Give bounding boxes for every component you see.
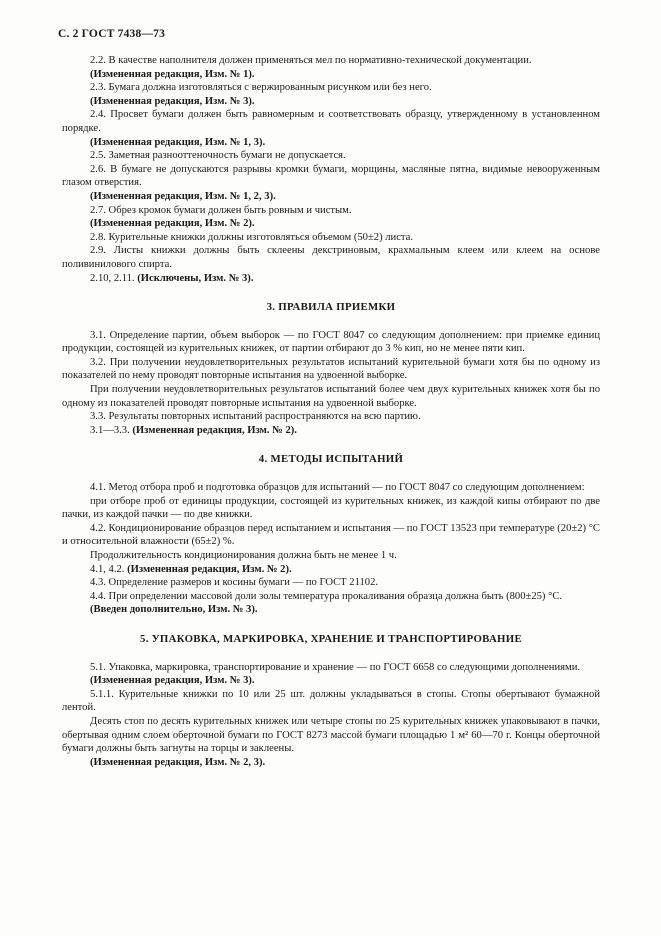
paragraph: 2.3. Бумага должна изготовляться с вержированным рисунком или без него. bbox=[90, 82, 432, 94]
clause-numbers: 2.10, 2.11. bbox=[90, 272, 138, 284]
paragraph: 2.2. В качестве наполнителя должен применяться мел по нормативно-технической документации. bbox=[90, 55, 532, 66]
amendment-note: (Измененная редакция, Изм. № 1, 3). bbox=[90, 136, 266, 148]
paragraph: 3.2. При получении неудовлетворительных результатов испытаний курительной бумаги хотя бы по одному из показателей по нему проводят повторные испытания на удвоенной выборке. bbox=[62, 356, 600, 382]
clause-numbers: 4.1, 4.2. bbox=[90, 563, 128, 575]
amendment-note: (Введен дополнительно, Изм. № 3). bbox=[90, 604, 258, 616]
paragraph: 3.1. Определение партии, объем выборок — по ГОСТ 8047 со следующим дополнением: при приемке единиц продукции, состоящей из курительных книжек, от партии отбирают до 3 % кип, но не менее пяти кип. bbox=[62, 329, 600, 355]
paragraph: 4.4. При определении массовой доли золы температура прокаливания образца должна быть (800±25) °С. bbox=[90, 590, 563, 602]
paragraph: при отборе проб от единицы продукции, состоящей из курительных книжек, из каждой кипы отбирают по две пачки, из каждой пачки — по две книжки. bbox=[62, 495, 600, 521]
paragraph: Продолжительность кондиционирования должна быть не менее 1 ч. bbox=[90, 550, 397, 561]
amendment-note: (Исключены, Изм. № 3). bbox=[137, 272, 254, 284]
amendment-paragraph bbox=[62, 424, 600, 438]
amendment-note: (Измененная редакция, Изм. № 1, 2, 3). bbox=[90, 190, 276, 202]
amendment-note: (Измененная редакция, Изм. № 2). bbox=[132, 424, 297, 436]
paragraph: 2.8. Курительные книжки должны изготовляться объемом (50±2) листа. bbox=[90, 231, 414, 243]
paragraph: 2.9. Листы книжки должны быть склеены декстриновым, крахмальным клеем или клеем на основе поливинилового спирта. bbox=[62, 245, 600, 270]
paragraph: 2.5. Заметная разнооттеночность бумаги не допускается. bbox=[90, 150, 346, 162]
paragraph: 4.2. Кондиционирование образцов перед испытанием и испытания — по ГОСТ 13523 при температуре (20±2) °С и относительной влажности (65±2) %. bbox=[62, 522, 600, 548]
paragraph: 2.6. В бумаге не допускаются разрывы кромки бумаги, морщины, масляные пятна, видимые невооруженным глазом отверстия. bbox=[62, 163, 600, 189]
paragraph: 4.3. Определение размеров и косины бумаги — по ГОСТ 21102. bbox=[90, 577, 379, 589]
section-heading: 5. УПАКОВКА, МАРКИРОВКА, ХРАНЕНИЕ И ТРАНСПОРТИРОВАНИЕ bbox=[140, 632, 522, 645]
amendment-note: (Измененная редакция, Изм. № 2). bbox=[90, 218, 255, 230]
document-body bbox=[62, 54, 600, 769]
clause-numbers: 3.1—3.3. bbox=[90, 424, 133, 436]
amendment-paragraph bbox=[62, 272, 600, 286]
paragraph: Десять стоп по десять курительных книжек или четыре стопы по 25 курительных книжек упаковывают в пачки, обертывая одним слоем оберточной бумаги по ГОСТ 8273 массой бумаги площадью 1 м² 60—70 г. Концы оберточной бумаги должны быть загнуты на торцы и заклеены. bbox=[62, 715, 600, 755]
section-heading: 3. ПРАВИЛА ПРИЕМКИ bbox=[266, 301, 396, 314]
section-heading: 4. МЕТОДЫ ИСПЫТАНИЙ bbox=[258, 453, 404, 466]
paragraph: 5.1. Упаковка, маркировка, транспортирование и хранение — по ГОСТ 6658 со следующими дополнениями. bbox=[90, 661, 581, 673]
page-header: С. 2 ГОСТ 7438—73 bbox=[58, 28, 166, 40]
paragraph: 2.4. Просвет бумаги должен быть равномерным и соответствовать образцу, утвержденному в установленном порядке. bbox=[62, 109, 600, 134]
paragraph: При получении неудовлетворительных результатов испытаний более чем двух курительных книжек хотя бы по одному из показателей проводят повторные испытания на удвоенной выборке. bbox=[62, 384, 600, 409]
amendment-paragraph bbox=[62, 563, 600, 577]
amendment-note: (Измененная редакция, Изм. № 2, 3). bbox=[90, 756, 266, 768]
paragraph: 2.7. Обрез кромок бумаги должен быть ровным и чистым. bbox=[90, 204, 352, 216]
paragraph: 4.1. Метод отбора проб и подготовка образцов для испытаний — по ГОСТ 8047 со следующим дополнением: bbox=[90, 482, 585, 494]
amendment-note: (Измененная редакция, Изм. № 3). bbox=[90, 95, 255, 107]
paragraph: 3.3. Результаты повторных испытаний распространяются на всю партию. bbox=[90, 411, 421, 423]
amendment-note: (Измененная редакция, Изм. № 2). bbox=[127, 563, 292, 575]
paragraph: 5.1.1. Курительные книжки по 10 или 25 шт. должны укладываться в стопы. Стопы обертывают бумажной лентой. bbox=[62, 688, 600, 714]
amendment-note: (Измененная редакция, Изм. № 3). bbox=[90, 675, 255, 687]
amendment-note: (Измененная редакция, Изм. № 1). bbox=[90, 68, 255, 80]
